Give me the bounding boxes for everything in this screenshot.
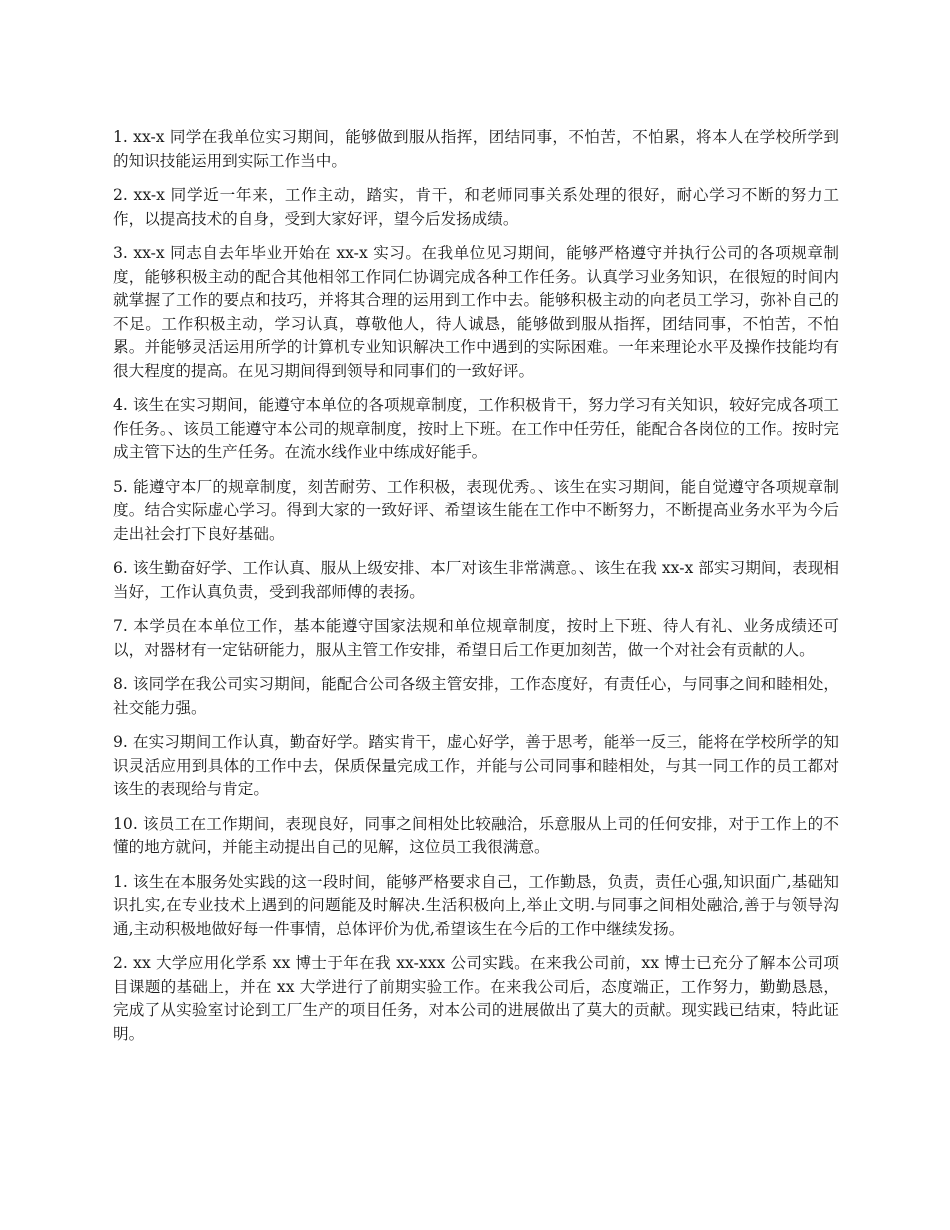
- paragraph-3: 3. xx-x 同志自去年毕业开始在 xx-x 实习。在我单位见习期间，能够严格遵守并执行公司的各项规章制度，能够积极主动的配合其他相邻工作同仁协调完成各种工作任务。认真学习业务知识，在很短的时间内就掌握了工作的要点和技巧，并将其合理的运用到工作中去。能够积极主动的向老员工学习，弥补自己的不足。工作积极主动，学习认真，尊敬他人，待人诚恳，能够做到服从指挥，团结同事，不怕苦，不怕累。并能够灵活运用所学的计算机专业知识解决工作中遇到的实际困难。一年来理论水平及操作技能均有很大程度的提高。在见习期间得到领导和同事们的一致好评。: [113, 244, 839, 380]
- paragraph-6: 6. 该生勤奋好学、工作认真、服从上级安排、本厂对该生非常满意。、该生在我 xx-x 部实习期间，表现相当好，工作认真负责，受到我部师傅的表扬。: [113, 559, 839, 601]
- paragraph-7: 7. 本学员在本单位工作，基本能遵守国家法规和单位规章制度，按时上下班、待人有礼、业务成绩还可以，对器材有一定钻研能力，服从主管工作安排，希望日后工作更加刻苦，做一个对社会有贡献的人。: [113, 617, 839, 659]
- paragraph-1: 1. xx-x 同学在我单位实习期间，能够做到服从指挥，团结同事，不怕苦，不怕累，将本人在学校所学到的知识技能运用到实际工作当中。: [113, 128, 839, 170]
- paragraph-4: 4. 该生在实习期间，能遵守本单位的各项规章制度，工作积极肯干，努力学习有关知识，较好完成各项工作任务。、该员工能遵守本公司的规章制度，按时上下班。在工作中任劳任，能配合各岗位的工作。按时完成主管下达的生产任务。在流水线作业中练成好能手。: [113, 396, 839, 461]
- paragraph-10: 10. 该员工在工作期间，表现良好，同事之间相处比较融洽，乐意服从上司的任何安排，对于工作上的不懂的地方就问，并能主动提出自己的见解，这位员工我很满意。: [113, 814, 839, 856]
- paragraph-5: 5. 能遵守本厂的规章制度，刻苦耐劳、工作积极，表现优秀。、该生在实习期间，能自觉遵守各项规章制度。结合实际虚心学习。得到大家的一致好评、希望该生能在工作中不断努力，不断提高业务水平为今后走出社会打下良好基础。: [113, 477, 839, 543]
- document-body: [113, 126, 839, 1057]
- paragraph-12: 2. xx 大学应用化学系 xx 博士于年在我 xx-xxx 公司实践。在来我公司前，xx 博士已充分了解本公司项目课题的基础上，并在 xx 大学进行了前期实验工作。在来我公司后，态度端正，工作努力，勤勤恳恳，完成了从实验室讨论到工厂生产的项目任务，对本公司的进展做出了莫大的贡献。现实践已结束，特此证明。: [113, 954, 839, 1043]
- paragraph-9: 9. 在实习期间工作认真，勤奋好学。踏实肯干，虚心好学，善于思考，能举一反三，能将在学校所学的知识灵活应用到具体的工作中去，保质保量完成工作，并能与公司同事和睦相处，与其一同工作的员工都对该生的表现给与肯定。: [113, 733, 839, 798]
- paragraph-8: 8. 该同学在我公司实习期间，能配合公司各级主管安排，工作态度好，有责任心，与同事之间和睦相处，社交能力强。: [113, 675, 839, 717]
- paragraph-11: 1. 该生在本服务处实践的这一段时间，能够严格要求自己，工作勤恳，负责，责任心强,知识面广,基础知识扎实,在专业技术上遇到的问题能及时解决.生活积极向上,举止文明.与同事之间相处融洽,善于与领导沟通,主动积极地做好每一件事情，总体评价为优,希望该生在今后的工作中继续发扬。: [113, 872, 839, 938]
- paragraph-2: 2. xx-x 同学近一年来，工作主动，踏实，肯干，和老师同事关系处理的很好，耐心学习不断的努力工作，以提高技术的自身，受到大家好评，望今后发扬成绩。: [113, 186, 839, 228]
